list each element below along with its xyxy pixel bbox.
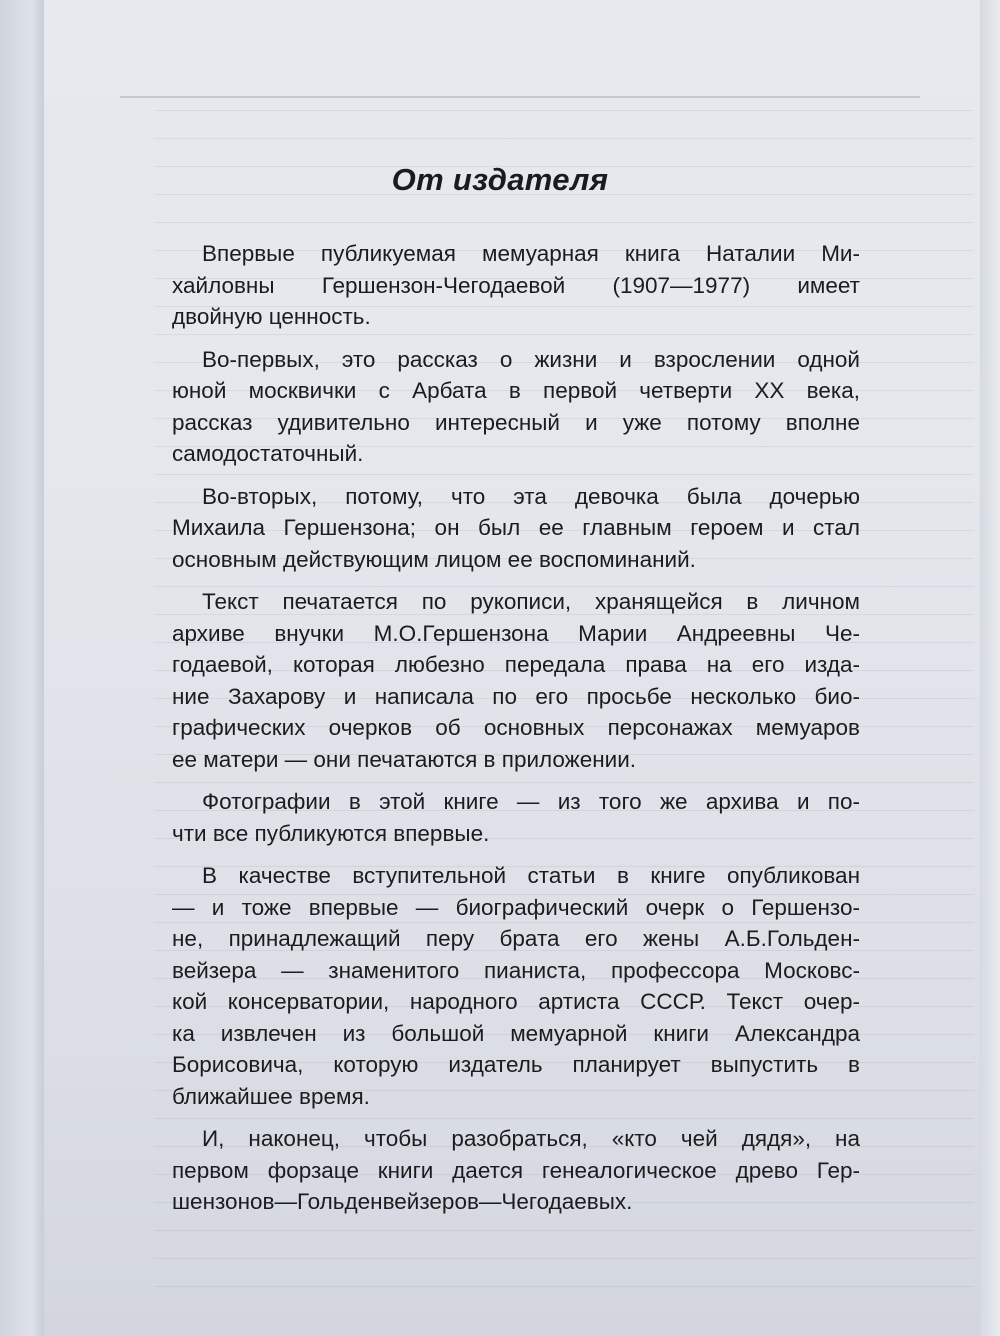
paragraph [172, 344, 860, 470]
text-line: Текст печатается по рукописи, хранящейся в личном [202, 589, 860, 614]
text-line: графических очерков об основных персонажах мемуаров [172, 715, 860, 740]
text-line: Борисовича, которую издатель планирует выпустить в [172, 1052, 860, 1077]
text-line: ка извлечен из большой мемуарной книги Александра [172, 1020, 860, 1046]
text-line: самодостаточный. [172, 441, 364, 466]
right-page-edge [980, 0, 1000, 1336]
text-line: двойную ценность. [172, 304, 371, 329]
text-line: Во-первых, это рассказ о жизни и взрослении одной [202, 346, 860, 372]
text-line: В качестве вступительной статьи в книге опубликован [202, 863, 860, 888]
paragraph [172, 586, 860, 775]
text-line: чти все публикуются впервые. [172, 820, 490, 846]
text-line: архиве внучки М.О.Гершензона Марии Андреевны Че- [172, 620, 860, 646]
body-text [172, 238, 860, 1229]
text-line: не, принадлежащий перу брата его жены А.Б.Гольден- [172, 926, 860, 951]
paragraph [172, 860, 860, 1112]
text-line: хайловны Гершензон-Чегодаевой (1907—1977) имеет [172, 272, 860, 298]
left-page-edge [0, 0, 44, 1336]
text-line: Фотографии в этой книге — из того же архива и по- [202, 789, 860, 814]
header-rule [120, 96, 920, 98]
text-line: ближайшее время. [172, 1083, 370, 1109]
paragraph [172, 481, 860, 576]
text-line: И, наконец, чтобы разобраться, «кто чей дядя», на [202, 1126, 860, 1151]
text-line: основным действующим лицом ее воспоминаний. [172, 546, 696, 572]
paragraph [172, 238, 860, 333]
text-line: юной москвички с Арбата в первой четверти XX века, [172, 378, 860, 403]
text-line: Во-вторых, потому, что эта девочка была дочерью [202, 483, 860, 509]
text-line: годаевой, которая любезно передала права на его изда- [172, 652, 860, 677]
text-line: первом форзаце книги дается генеалогическое древо Гер- [172, 1157, 860, 1183]
text-line: ние Захарову и написала по его просьбе несколько био- [172, 683, 860, 709]
text-line: Впервые публикуемая мемуарная книга Наталии Ми- [202, 241, 860, 266]
text-line: шензонов—Гольденвейзеров—Чегодаевых. [172, 1189, 633, 1214]
text-line: кой консерватории, народного артиста СССР. Текст очер- [172, 989, 860, 1014]
paragraph [172, 786, 860, 849]
text-line: ее матери — они печатаются в приложении. [172, 746, 637, 772]
text-line: Михаила Гершензона; он был ее главным героем и стал [172, 515, 860, 540]
paragraph [172, 1123, 860, 1218]
page-title: От издателя [391, 162, 609, 197]
text-line: вейзера — знаменитого пианиста, профессора Московс- [172, 957, 860, 983]
text-line: рассказ удивительно интересный и уже потому вполне [172, 409, 860, 435]
text-line: — и тоже впервые — биографический очерк о Гершензо- [172, 894, 860, 920]
